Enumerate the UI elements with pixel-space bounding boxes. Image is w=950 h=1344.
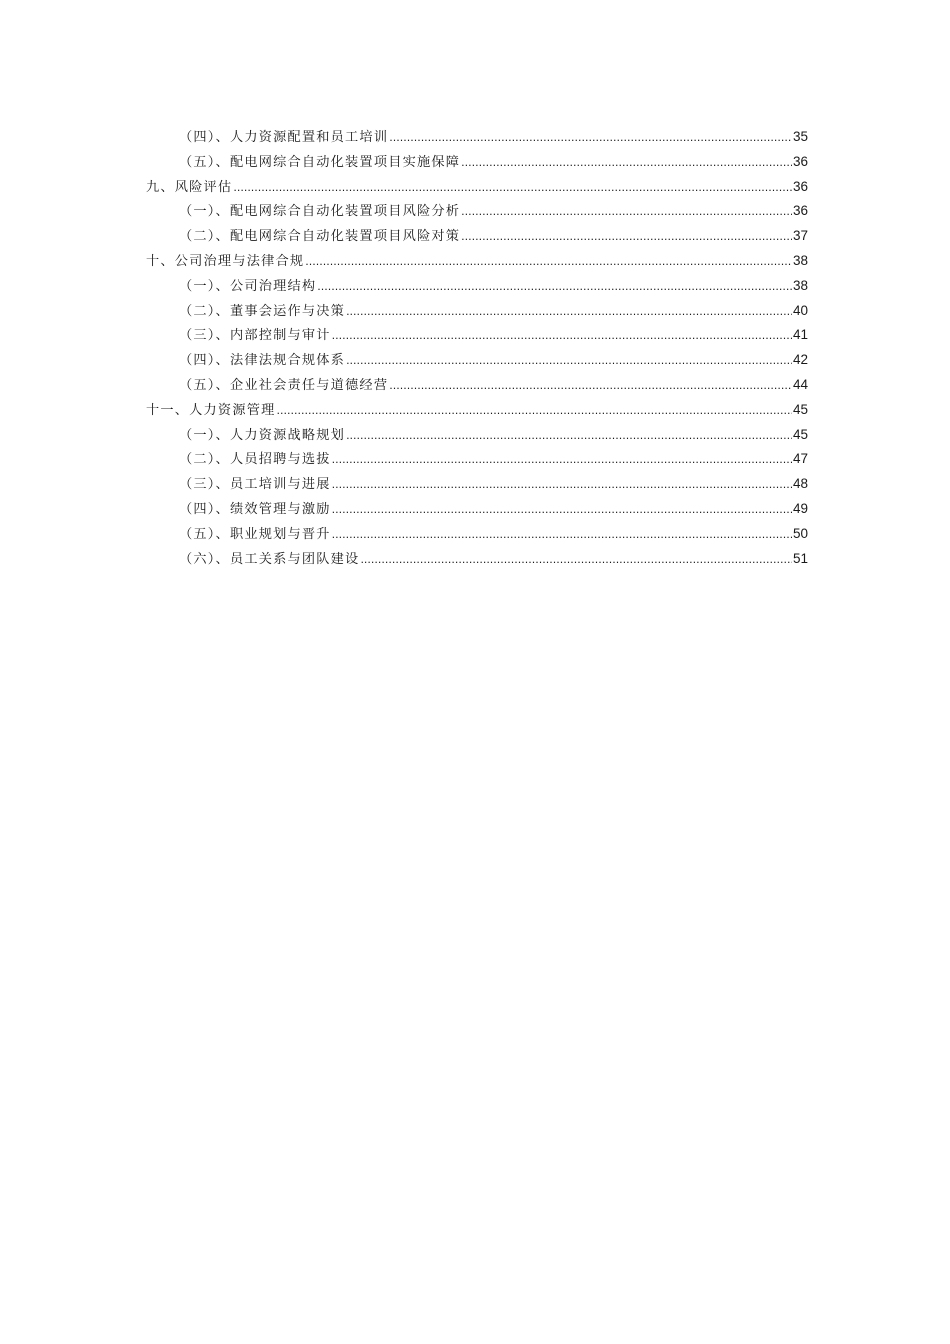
toc-page-number: 37 <box>792 228 808 244</box>
toc-entry-title: （四）、人力资源配置和员工培训 <box>179 130 389 145</box>
toc-page-number: 38 <box>792 277 808 293</box>
dot-leader <box>461 151 792 176</box>
dot-leader <box>332 498 792 523</box>
toc-page-number: 44 <box>792 376 808 392</box>
toc-entry[interactable] <box>146 274 808 299</box>
toc-page-number: 36 <box>792 153 808 169</box>
toc-entry[interactable] <box>146 224 808 249</box>
toc-entry-title: （一）、公司治理结构 <box>179 278 317 294</box>
dot-leader <box>346 424 792 449</box>
toc-page-number: 40 <box>792 302 808 318</box>
dot-leader <box>332 448 792 473</box>
toc-entry[interactable] <box>146 522 808 547</box>
toc-entry[interactable] <box>146 472 808 497</box>
dot-leader <box>332 473 792 498</box>
toc-page-number: 36 <box>792 178 808 194</box>
toc-entry[interactable] <box>146 423 808 448</box>
toc-entry-title: （一）、配电网综合自动化装置项目风险分析 <box>179 204 461 220</box>
toc-entry-title: （五）、配电网综合自动化装置项目实施保障 <box>179 154 461 170</box>
toc-entry[interactable] <box>146 373 808 398</box>
toc-entry-title: （三）、员工培训与进展 <box>179 477 331 493</box>
toc-entry[interactable] <box>146 447 808 472</box>
toc-chapter-entry[interactable] <box>146 249 808 274</box>
toc-page-number: 38 <box>792 252 808 268</box>
dot-leader <box>360 548 792 573</box>
toc-page-number: 51 <box>792 550 808 566</box>
toc-page-number: 49 <box>792 500 808 516</box>
toc-entry[interactable] <box>146 547 808 572</box>
toc-page-number: 41 <box>792 327 808 343</box>
toc-entry-title: 十一、人力资源管理 <box>146 402 276 418</box>
toc-entry[interactable] <box>146 125 808 150</box>
toc-entry-title: 九、风险评估 <box>146 179 233 195</box>
toc-page-number: 45 <box>792 401 808 417</box>
toc-entry-title: （二）、董事会运作与决策 <box>179 303 346 319</box>
dot-leader <box>389 126 792 151</box>
toc-page-number: 45 <box>792 426 808 442</box>
toc-entry-title: （四）、绩效管理与激励 <box>179 501 331 517</box>
toc-entry-title: （二）、人员招聘与选拔 <box>179 452 331 468</box>
toc-chapter-entry[interactable] <box>146 398 808 423</box>
toc-page-number: 48 <box>792 476 808 492</box>
toc-entry-title: （一）、人力资源战略规划 <box>179 427 346 443</box>
toc-entry-title: （五）、职业规划与晋升 <box>179 526 331 542</box>
toc-entry[interactable] <box>146 199 808 224</box>
toc-page-number: 50 <box>792 525 808 541</box>
dot-leader <box>346 300 792 325</box>
toc-entry-title: （二）、配电网综合自动化装置项目风险对策 <box>179 229 461 245</box>
toc-chapter-entry[interactable] <box>146 175 808 200</box>
dot-leader <box>461 200 792 225</box>
dot-leader <box>305 250 792 275</box>
toc-page-number: 47 <box>792 451 808 467</box>
toc-entry-title: （四）、法律法规合规体系 <box>179 353 346 369</box>
toc-entry-title: （六）、员工关系与团队建设 <box>179 551 360 567</box>
toc-page-number: 42 <box>792 352 808 368</box>
toc-entry[interactable] <box>146 323 808 348</box>
dot-leader <box>389 374 792 399</box>
toc-entry[interactable] <box>146 299 808 324</box>
dot-leader <box>332 324 792 349</box>
toc-entry[interactable] <box>146 150 808 175</box>
dot-leader <box>317 275 792 300</box>
dot-leader <box>346 349 792 374</box>
toc-page-number: 36 <box>792 203 808 219</box>
dot-leader <box>332 523 792 548</box>
dot-leader <box>461 225 792 250</box>
table-of-contents <box>146 125 808 571</box>
toc-entry-title: （三）、内部控制与审计 <box>179 328 331 344</box>
dot-leader <box>277 399 792 424</box>
toc-entry[interactable] <box>146 497 808 522</box>
toc-entry[interactable] <box>146 348 808 373</box>
toc-entry-title: 十、公司治理与法律合规 <box>146 253 305 269</box>
dot-leader <box>233 176 792 201</box>
toc-page-number: 35 <box>792 129 808 144</box>
toc-entry-title: （五）、企业社会责任与道德经营 <box>179 377 389 393</box>
